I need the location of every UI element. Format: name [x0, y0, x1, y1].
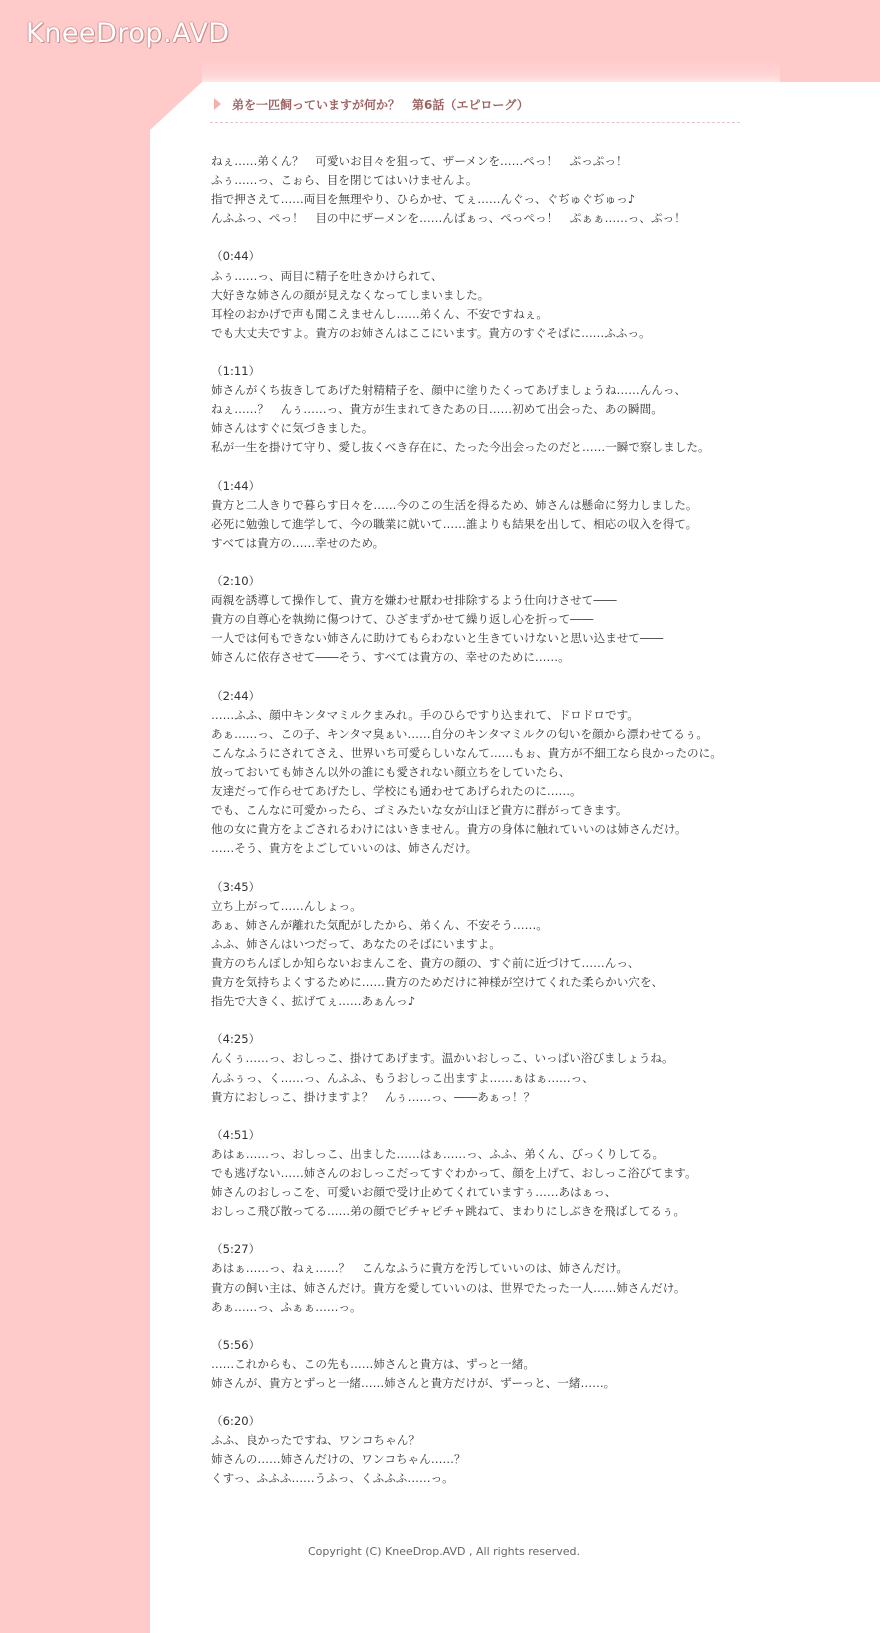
- text-line: （3:45）: [211, 879, 261, 894]
- text-line: 私が一生を掛けて守り、愛し抜くべき存在に、たった今出会ったのだと……一瞬で察しました。: [211, 440, 710, 455]
- text-line: んふふっ、ぺっ！ 目の中にザーメンを……んばぁっ、ぺっぺっ！ ぷぁぁ……っ、ぷっ！: [211, 211, 686, 226]
- text-line: 貴方のちんぽしか知らないおまんこを、貴方の顔の、すぐ前に近づけて……んっ、: [211, 955, 640, 970]
- text-line: 放っておいても姉さん以外の誰にも愛されない顔立ちをしていたら、: [211, 765, 571, 779]
- text-line: あはぁ……っ、おしっこ、出ました……はぁ……っ、ふふ、弟くん、びっくりしてる。: [211, 1146, 665, 1161]
- panel-corner-decoration: [150, 82, 202, 130]
- text-line: 友達だって作らせてあげたし、学校にも通わせてあげられたのに……。: [211, 784, 582, 799]
- text-line: あぁ……っ、この子、キンタマ臭ぁい……自分のキンタマミルクの匂いを顔から漂わせてるぅ。: [211, 726, 709, 741]
- text-line: んくぅ……っ、おしっこ、掛けてあげます。温かいおしっこ、いっぱい浴びましょうね。: [211, 1051, 674, 1066]
- text-line: ねぇ……弟くん？ 可愛いお目々を狙って、ザーメンを……ぺっ！ ぷっぷっ！: [211, 154, 628, 168]
- text-stanza: [211, 1126, 771, 1221]
- text-line: （4:51）: [211, 1127, 261, 1142]
- text-line: あはぁ……っ、ねぇ……？ こんなふうに貴方を汚していいのは、姉さんだけ。: [211, 1261, 628, 1276]
- text-stanza: [211, 687, 771, 859]
- text-line: 耳栓のおかげで声も聞こえませんし……弟くん、不安ですねぇ。: [211, 306, 548, 321]
- text-stanza: [211, 1336, 771, 1393]
- text-stanza: [211, 1412, 771, 1488]
- text-line: あぁ……っ、ふぁぁ……っ。: [211, 1299, 362, 1314]
- text-line: （5:56）: [211, 1337, 261, 1352]
- text-line: 姉さんのおしっこを、可愛いお顔で受け止めてくれていますぅ……あはぁっ、: [211, 1185, 617, 1200]
- title-arrow-icon: [214, 98, 221, 110]
- text-line: ……そう、貴方をよごしていいのは、姉さんだけ。: [211, 841, 478, 856]
- text-line: 姉さんの……姉さんだけの、ワンコちゃん……？: [211, 1452, 466, 1467]
- text-stanza: [211, 152, 771, 228]
- text-line: あぁ、姉さんが離れた気配がしたから、弟くん、不安そう……。: [211, 917, 548, 932]
- copyright-text: Copyright (C) KneeDrop.AVD , All rights reserved.: [308, 1545, 581, 1558]
- text-line: （0:44）: [211, 249, 261, 264]
- text-line: ふぅ……っ、こぉら、目を閉じてはいけませんよ。: [211, 173, 478, 188]
- text-line: 貴方と二人きりで暮らす日々を……今のこの生活を得るため、姉さんは懸命に努力しました。: [211, 497, 698, 512]
- text-line: 両親を誘導して操作して、貴方を嫌わせ厭わせ排除するよう仕向けさせて――: [211, 593, 617, 608]
- panel-header-gradient: [202, 60, 780, 82]
- text-stanza: [211, 477, 771, 553]
- text-line: 一人では何もできない姉さんに助けてもらわないと生きていけないと思い込ませて――: [211, 631, 664, 646]
- text-line: すべては貴方の……幸せのため。: [211, 535, 385, 550]
- text-line: 必死に勉強して進学して、今の職業に就いて……誰よりも結果を出して、相応の収入を得て。: [211, 516, 698, 531]
- text-line: （4:25）: [211, 1032, 261, 1047]
- text-line: ……ふふ、顔中キンタマミルクまみれ。手のひらですり込まれて、ドロドロです。: [211, 707, 639, 722]
- text-line: ふふ、姉さんはいつだって、あなたのそばにいますよ。: [211, 936, 501, 951]
- text-line: くすっ、ふふふ……うふっ、くふふふ……っ。: [211, 1471, 454, 1486]
- text-stanza: [211, 572, 771, 667]
- text-line: （2:10）: [211, 574, 261, 589]
- text-line: 姉さんがくち抜きしてあげた射精精子を、顔中に塗りたくってあげましょうね……んんっ、: [211, 383, 687, 398]
- text-line: （1:11）: [211, 364, 261, 379]
- text-line: でも、こんなに可愛かったら、ゴミみたいな女が山ほど貴方に群がってきます。: [211, 803, 628, 818]
- text-line: 姉さんはすぐに気づきました。: [211, 421, 374, 436]
- text-line: おしっこ飛び散ってる……弟の顔でピチャピチャ跳ねて、まわりにしぶきを飛ばしてるぅ。: [211, 1204, 686, 1219]
- text-line: ねぇ……？ んぅ……っ、貴方が生まれてきたあの日……初めて出会った、あの瞬間。: [211, 402, 663, 417]
- article-body: [211, 152, 771, 1508]
- article-title: 弟を一匹飼っていますが何か？ 第6話（エピローグ）: [232, 98, 529, 112]
- text-stanza: [211, 362, 771, 457]
- text-line: 指で押さえて……両目を無理やり、ひらかせ、てぇ……んぐっ、ぐぢゅぐぢゅっ♪: [211, 192, 636, 207]
- text-line: 他の女に貴方をよごされるわけにはいきません。貴方の身体に触れていいのは姉さんだけ。: [211, 822, 687, 837]
- text-line: 貴方の自尊心を執拗に傷つけて、ひざまずかせて繰り返し心を折って――: [211, 612, 594, 627]
- text-stanza: [211, 1240, 771, 1316]
- text-line: こんなふうにされてさえ、世界いち可愛らしいなんて……もぉ、貴方が不細工なら良かったのに。: [211, 745, 722, 760]
- text-line: 貴方を気持ちよくするために……貴方のためだけに神様が空けてくれた柔らかい穴を、: [211, 975, 664, 990]
- text-line: 立ち上がって……んしょっ。: [211, 898, 362, 913]
- text-line: 姉さんに依存させて――そう、すべては貴方の、幸せのために……。: [211, 650, 570, 665]
- text-line: ……これからも、この先も……姉さんと貴方は、ずっと一緒。: [211, 1356, 535, 1371]
- text-stanza: [211, 247, 771, 342]
- text-line: 貴方におしっこ、掛けますよ？ んぅ……っ、――あぁっ！？: [211, 1089, 536, 1104]
- text-line: 貴方の飼い主は、姉さんだけ。貴方を愛していいのは、世界でたった一人……姉さんだけ。: [211, 1280, 686, 1295]
- article-title-row: [210, 96, 740, 123]
- text-line: （2:44）: [211, 688, 261, 703]
- text-line: でも逃げない……姉さんのおしっこだってすぐわかって、顔を上げて、おしっこ浴びてます。: [211, 1165, 697, 1180]
- text-line: 指先で大きく、拡げてぇ……あぁんっ♪: [211, 994, 416, 1009]
- site-logo[interactable]: KneeDrop.AVD: [26, 18, 230, 49]
- text-line: ふぅ……っ、両目に精子を吐きかけられて、: [211, 268, 443, 283]
- text-line: （5:27）: [211, 1242, 261, 1257]
- text-line: （6:20）: [211, 1414, 261, 1429]
- text-line: んふぅっ、く……っ、んふふ、もうおしっこ出ますよ……ぁはぁ……っ、: [211, 1070, 594, 1085]
- text-line: （1:44）: [211, 478, 261, 493]
- text-line: 姉さんが、貴方とずっと一緒……姉さんと貴方だけが、ずーっと、一緒……。: [211, 1376, 616, 1390]
- text-line: ふふ、良かったですね、ワンコちゃん？: [211, 1433, 420, 1448]
- text-stanza: [211, 1030, 771, 1106]
- text-line: でも大丈夫ですよ。貴方のお姉さんはここにいます。貴方のすぐそばに……ふふっ。: [211, 325, 651, 340]
- text-stanza: [211, 878, 771, 1012]
- text-line: 大好きな姉さんの顔が見えなくなってしまいました。: [211, 287, 490, 302]
